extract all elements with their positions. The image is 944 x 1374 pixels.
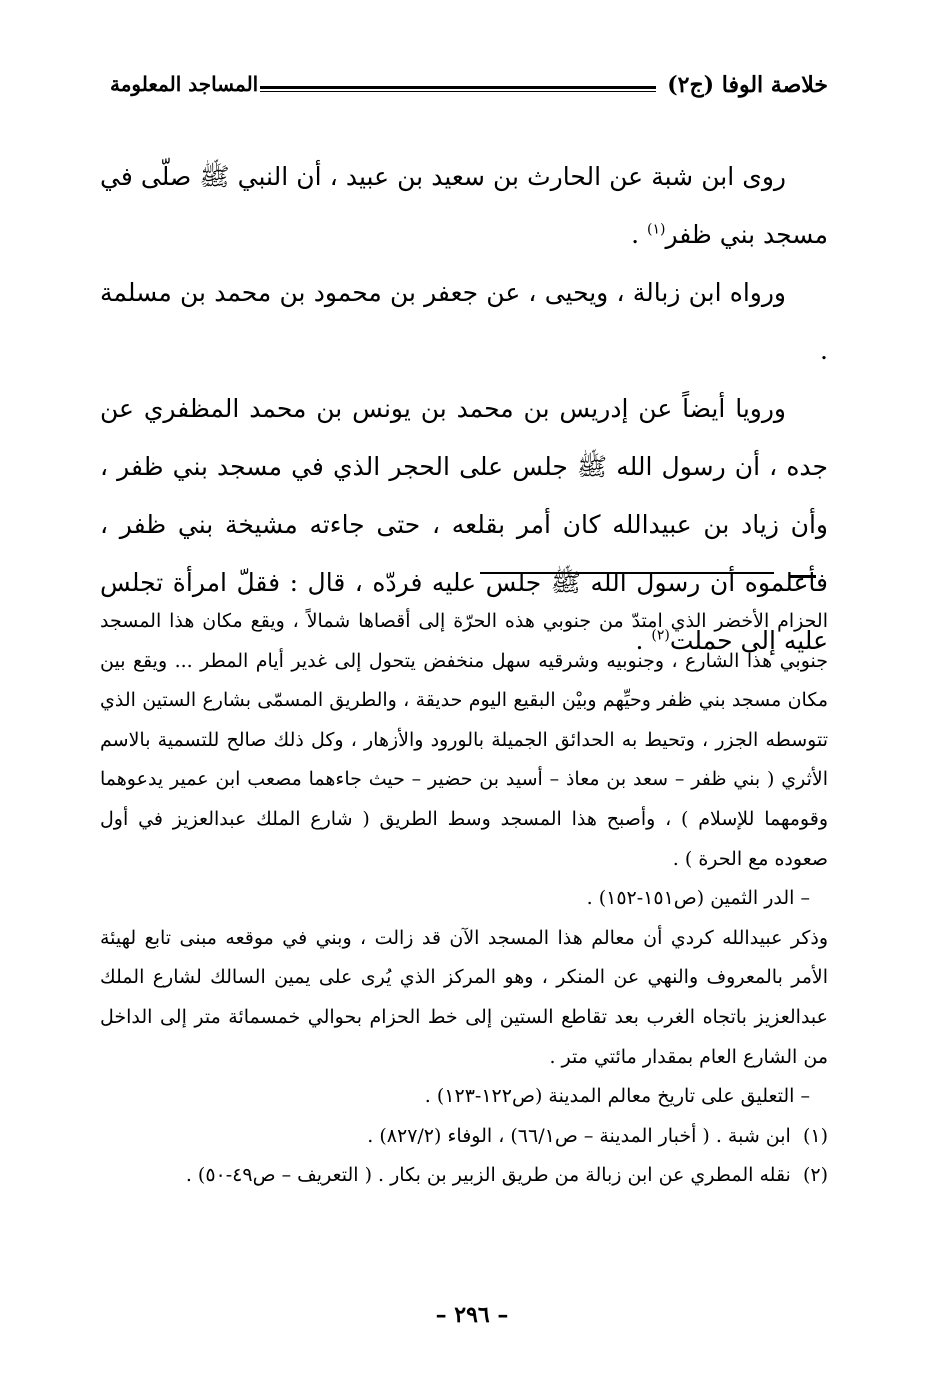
footnote-2 xyxy=(100,1156,828,1196)
header-rule xyxy=(260,86,656,92)
book-title: خلاصة الوفا (ج٢) xyxy=(667,72,828,98)
paragraph-1 xyxy=(100,148,828,264)
footnote-ref-2[interactable]: (٢) xyxy=(651,627,670,644)
footnote-2-text: نقله المطري عن ابن زبالة من طريق الزبير بن بكار . ( التعريف – ص٤٩-٥٠) . xyxy=(185,1164,791,1187)
chapter-title: المساجد المعلومة xyxy=(110,72,259,96)
footnote-ref-1[interactable]: (١) xyxy=(647,221,666,238)
footnote-1 xyxy=(100,1117,828,1157)
page-number: – ٢٩٦ – xyxy=(435,1302,509,1328)
paragraph-1-end: . xyxy=(631,220,647,249)
paragraph-1-text: روى ابن شبة عن الحارث بن سعيد بن عبيد ، أن النبي ﷺ صلّى في مسجد بني ظفر xyxy=(100,162,828,249)
footnote-continuation: الحزام الأخضر الذي امتدّ من جنوبي هذه الحرّة إلى أقصاها شمالاً ، ويقع مكان هذا المسجد جنوبي هذا الشارع ، وجنوبيه وشرقيه سهل منخفض يتحول إلى غدير أيام المطر ... ويقع بين مكان مسجد بني ظفر وحيِّهم وبيْن البقيع اليوم حديقة ، والطريق المسمّى بشارع الستين الذي تتوسطه الجزر ، وتحيط به الحدائق الجميلة بالورود والأزهار ، وكل ذلك صالح للتسمية بالاسم الأثري ( بني ظفر – سعد بن معاذ – أسيد بن حضير – حيث جاءهما مصعب ابن عمير يدعوهما وقومهما للإسلام ) ، وأصبح هذا المسجد وسط الطريق ( شارع الملك عبدالعزيز في أول صعوده مع الحرة ) . xyxy=(100,610,828,870)
footnotes xyxy=(100,602,828,1196)
footnote-source-2: – التعليق على تاريخ معالم المدينة (ص١٢٢-١٢٣) . xyxy=(424,1085,810,1108)
paragraph-3-end: . xyxy=(635,626,652,655)
main-text xyxy=(100,148,828,670)
footnote-paragraph: وذكر عبيدالله كردي أن معالم هذا المسجد الآن قد زالت ، وبني في موقعه مبنى تابع لهيئة الأمر بالمعروف والنهي عن المنكر ، وهو المركز الذي يُرى على يمين السالك لشارع الملك عبدالعزيز باتجاه الغرب بعد تقاطع الستين إلى خط الحزام بحوالي خمسمائة متر إلى الداخل من الشارع العام بمقدار مائتي متر . xyxy=(100,926,828,1068)
footnote-2-number: (٢) xyxy=(802,1164,828,1187)
paragraph-3-text: ورويا أيضاً عن إدريس بن محمد بن يونس بن محمد المظفري عن جده ، أن رسول الله ﷺ جلس على الحجر الذي في مسجد بني ظفر ، وأن زياد بن عبيدالله كان أمر بقلعه ، حتى جاءته مشيخة بني ظفر ، فأعلموه أن رسول الله ﷺ جلس عليه فردّه ، قال : فقلّ امرأة تجلس عليه إلى حملت xyxy=(100,394,828,655)
footnote-1-number: (١) xyxy=(802,1124,828,1147)
footnote-separator xyxy=(480,572,774,574)
footnote-1-text: ابن شبة . ( أخبار المدينة – ص٦٦/١) ، الوفاء (٨٢٧/٢) . xyxy=(367,1124,791,1147)
footnote-source-1: – الدر الثمين (ص١٥١-١٥٢) . xyxy=(586,887,810,910)
footnote-dash xyxy=(790,575,816,578)
paragraph-2: ورواه ابن زبالة ، ويحيى ، عن جعفر بن محمود بن محمد بن مسلمة . xyxy=(100,278,828,365)
running-header xyxy=(110,68,828,108)
